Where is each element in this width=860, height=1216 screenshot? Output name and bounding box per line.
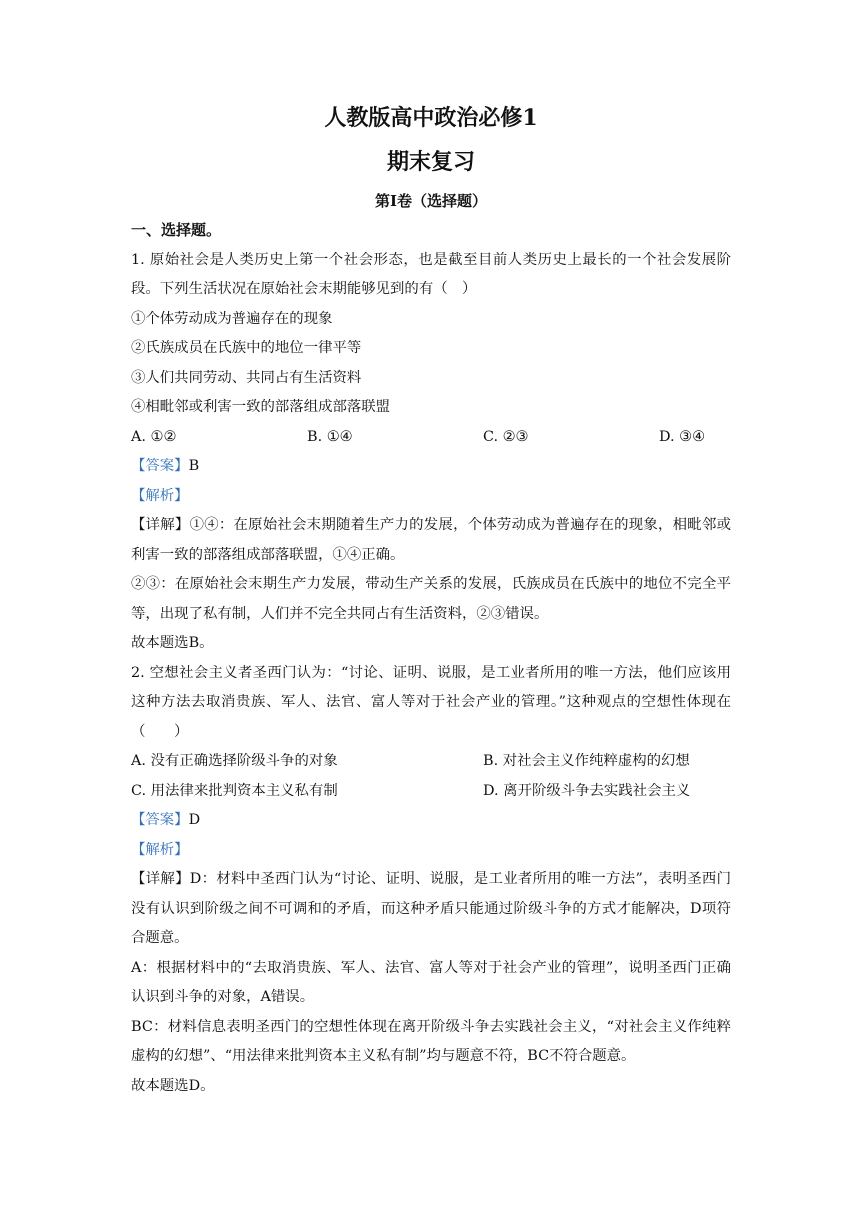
conclusion-line: 故本题选B。 — [131, 635, 214, 651]
detail-paragraph — [131, 865, 731, 954]
detail-tag: 【详解】 — [131, 871, 190, 887]
option-d: D. 离开阶级斗争去实践社会主义 — [483, 782, 691, 799]
statement-item: ②氏族成员在氏族中的地位一律平等 — [131, 340, 362, 356]
detail-tag: 【详解】 — [131, 517, 190, 533]
answer-line — [131, 806, 731, 836]
answer-tag: 【答案】 — [131, 458, 189, 474]
option-b: B. 对社会主义作纯粹虚构的幻想 — [483, 753, 690, 769]
detail-paragraph: BC：材料信息表明圣西门的空想性体现在离开阶级斗争去实践社会主义，“对社会主义作纯粹虚构的幻想”、“用法律来批判资本主义私有制”均与题意不符，BC不符合题意。 — [131, 1018, 731, 1064]
options-row — [131, 747, 731, 777]
statement-item: ④相毗邻或利害一致的部落组成部落联盟 — [131, 399, 391, 415]
detail-text: D：材料中圣西门认为“讨论、证明、说服，是工业者所用的唯一方法”，表明圣西门没有认识到阶级之间不可调和的矛盾，而这种矛盾只能通过阶级斗争的方式才能解决，D项符合题意。 — [131, 871, 731, 946]
question-2 — [131, 659, 731, 1102]
conclusion-line: 故本题选D。 — [131, 1077, 215, 1094]
option-d: D. ③④ — [659, 428, 705, 445]
option-a: A. 没有正确选择阶级斗争的对象 — [131, 753, 338, 769]
options-row — [131, 777, 731, 807]
document-content — [131, 100, 731, 1101]
section-heading: 一、选择题。 — [131, 221, 222, 239]
option-c: C. ②③ — [483, 428, 529, 445]
question-stem: 2. 空想社会主义者圣西门认为：“讨论、证明、说服，是工业者所用的唯一方法，他们应该用这种方法去取消贵族、军人、法官、富人等对于社会产业的管理。”这种观点的空想性体现在（ ） — [131, 664, 731, 740]
option-b: B. ①④ — [307, 428, 353, 445]
options-row — [131, 423, 731, 453]
analysis-line — [131, 482, 731, 512]
detail-paragraph: A：根据材料中的“去取消贵族、军人、法官、富人等对于社会产业的管理”，说明圣西门正确认识到斗争的对象，A错误。 — [131, 959, 731, 1005]
statement-item: ①个体劳动成为普遍存在的现象 — [131, 310, 333, 327]
answer-tag: 【答案】 — [131, 812, 189, 828]
analysis-tag: 【解析】 — [131, 487, 189, 504]
question-stem: 1. 原始社会是人类历史上第一个社会形态，也是截至目前人类历史上最长的一个社会发展阶段。下列生活状况在原始社会末期能够见到的有（ ） — [131, 251, 731, 297]
answer-value: B — [188, 458, 200, 474]
detail-text: ①④：在原始社会末期随着生产力的发展，个体劳动成为普遍存在的现象，相毗邻或利害一致的部落组成部落联盟，①④正确。 — [131, 517, 731, 563]
statement-item: ③人们共同劳动、共同占有生活资料 — [131, 369, 362, 386]
document-title: 人教版高中政治必修1 — [324, 105, 538, 131]
question-1 — [131, 246, 731, 659]
answer-value: D — [188, 812, 201, 828]
option-c: C. 用法律来批判资本主义私有制 — [131, 782, 338, 799]
analysis-line — [131, 836, 731, 866]
detail-paragraph: ②③：在原始社会末期生产力发展，带动生产关系的发展，氏族成员在氏族中的地位不完全平等，出现了私有制，人们并不完全共同占有生活资料，②③错误。 — [131, 576, 731, 622]
document-subtitle: 期末复习 — [386, 149, 475, 175]
detail-paragraph — [131, 511, 731, 570]
analysis-tag: 【解析】 — [131, 841, 189, 858]
answer-line — [131, 452, 731, 482]
option-a: A. ①② — [131, 428, 177, 445]
volume-heading: 第Ⅰ卷（选择题） — [374, 192, 488, 210]
